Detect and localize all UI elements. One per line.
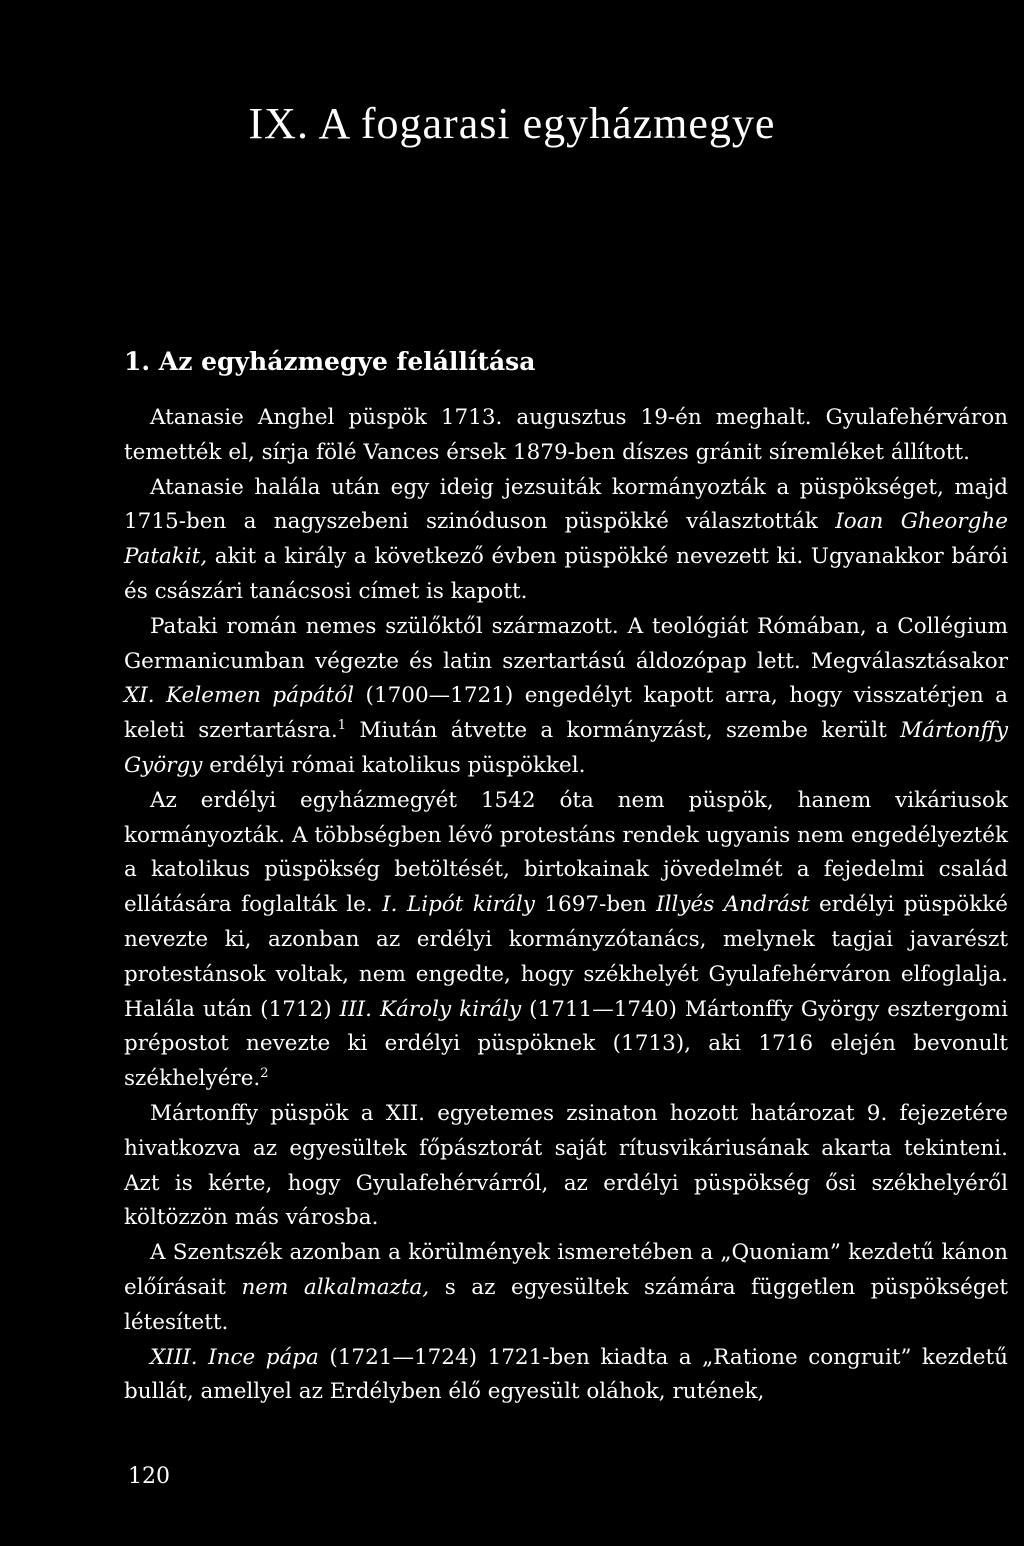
text-run: Pataki román nemes szülőktől származott. A teológiát Rómában, a Collégium Germanicumban végezte és latin szertartású áldozópap lett. Megválasztásakor	[124, 613, 1008, 674]
text-run: Atanasie Anghel püspök 1713. augusztus 19-én meghalt. Gyulafehérváron temették el, sírja fölé Vances érsek 1879-ben díszes gránit síremléket állított.	[124, 405, 1008, 465]
text-run: akit a király a következő évben püspökké nevezett ki. Ugyanakkor bárói és császári tanácsosi címet is kapott.	[124, 544, 1008, 604]
chapter-title: IX. A fogarasi egyházmegye	[248, 99, 776, 148]
paragraph	[124, 471, 1008, 610]
text-run: (1711—1740) Mártonffy György esztergomi prépostot nevezte ki erdélyi püspöknek (1713), aki 1716 elején bevonult székhelyére.	[124, 996, 1008, 1092]
section-heading: 1. Az egyházmegye felállítása	[124, 347, 536, 376]
text-run: (1700—1721) engedélyt kapott arra, hogy visszatérjen a keleti szertartásra.	[124, 683, 1008, 744]
italic-run: III. Károly király	[339, 996, 522, 1022]
text-run: erdélyi római katolikus püspökkel.	[202, 752, 586, 778]
text-run: Atanasie halála után egy ideig jezsuiták kormányozták a püspökséget, majd 1715-ben a nagyszebeni szinóduson püspökké választották	[124, 474, 1008, 535]
italic-run: Illyés Andrást	[656, 892, 810, 918]
paragraph	[124, 401, 1008, 471]
text-run: erdélyi püspökké nevezte ki, azonban az erdélyi kormányzótanács, melynek tagjai javarészt protestánsok voltak, nem engedte, hogy székhelyét Gyulafehérváron elfoglalja. Halála után (1712)	[124, 892, 1009, 1022]
footnote-ref: 2	[260, 1065, 269, 1081]
text-run: Az erdélyi egyházmegyét 1542 óta nem püspök, hanem vikáriusok kormányozták. A többségben lévő protestáns rendek ugyanis nem engedélyezték a katolikus püspökség betöltését, birtokainak jövedelmét a fejedelmi család ellátására foglalták le.	[124, 787, 1008, 918]
italic-run: XI. Kelemen pápától	[124, 683, 355, 709]
text-run: Miután átvette a kormányzást, szembe került	[346, 718, 901, 744]
paragraph	[124, 1097, 1008, 1236]
footnote-ref: 1	[337, 718, 347, 734]
paragraph	[124, 610, 1008, 784]
italic-run: Mártonffy György	[124, 718, 1008, 778]
italic-run: nem alkalmazta,	[241, 1274, 430, 1300]
paragraph	[124, 784, 1008, 1097]
paragraph	[124, 1341, 1008, 1411]
text-run: (1721—1724) 1721-ben kiadta a „Ratione congruit” kezdetű bullát, amellyel az Erdélyben élő egyesült oláhok, rutének,	[124, 1344, 1008, 1405]
paragraph	[124, 1236, 1008, 1340]
italic-run: Ioan Gheorghe Patakit,	[124, 509, 1008, 570]
italic-run: I. Lipót király	[382, 892, 535, 918]
text-run: 1697-ben	[534, 892, 657, 918]
text-run: s az egyesültek számára független püspökséget létesített.	[124, 1274, 1009, 1335]
text-run: A Szentszék azonban a körülmények ismeretében a „Quoniam” kezdetű kánon előírásait	[124, 1240, 1008, 1300]
text-run: Mártonffy püspök a XII. egyetemes zsinaton hozott határozat 9. fejezetére hivatkozva az egyesültek főpásztorát saját rítusvikáriusának akarta tekinteni. Azt is kérte, hogy Gyulafehérvárról, az erdélyi püspökség ősi székhelyéről költözzön más városba.	[124, 1100, 1008, 1231]
page-number: 120	[128, 1464, 170, 1489]
italic-run: XIII. Ince pápa	[150, 1344, 319, 1370]
body-text	[124, 401, 1008, 1410]
